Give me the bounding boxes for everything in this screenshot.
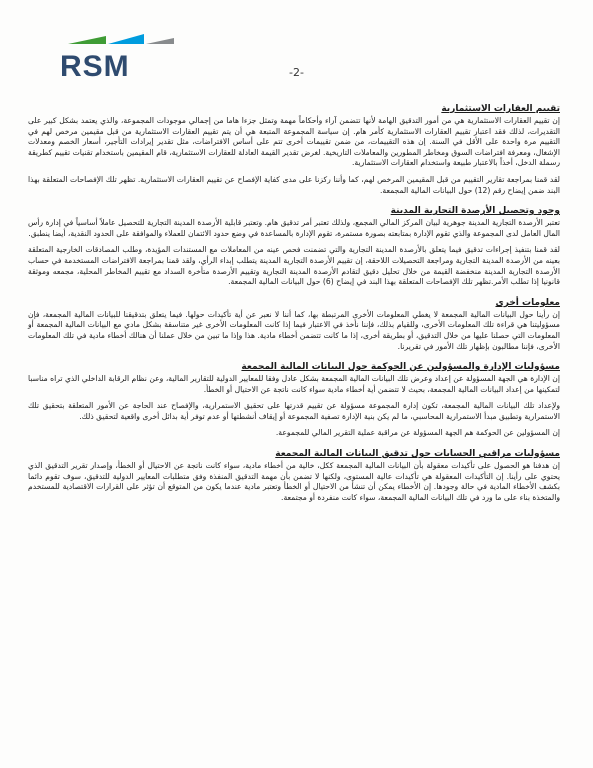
page-number: -2- — [289, 66, 304, 79]
section-heading: معلومات أخرى — [495, 297, 560, 308]
paragraph: إن رأينا حول البيانات المالية المجمعة لا يغطي المعلومات الأخرى المرتبطة بها، كما أننا لا نعبر عن أية تأكيدات حولها. فيما يتعلق بتدقيقنا للبيانات المالية المجمعة، فإن مسؤوليتنا هي قراءة تلك المعلومات الأخرى، وللقيام بذلك، فإننا نأخذ في الاعتبار فيما إذا كانت المعلومات الأخرى غير متناسقة بشكل مادي مع البيانات المالية المجمعة أو المعلومات التي حصلنا عليها من خلال التدقيق، أو بطريقة أخرى، إذا ما كانت تتضمن أخطاء مادية. هذا وإذا ما تبين من خلال عملنا أن هنالك أخطاء مادية في تلك المعلومات الأخرى، فإننا مطالبون بإظهار تلك الأمور في تقريرنا. — [28, 309, 560, 351]
logo-text: RSM — [60, 50, 130, 83]
paragraph: إن المسؤولين عن الحوكمة هم الجهة المسؤولة عن مراقبة عملية التقرير المالي للمجموعة. — [275, 428, 560, 438]
section-auditor-responsibilities — [28, 449, 560, 503]
section-investment-property — [28, 104, 560, 196]
section-trade-receivables — [28, 206, 560, 288]
section-management-responsibilities — [28, 362, 560, 439]
paragraph: ولإعداد تلك البيانات المالية المجمعة، تكون إدارة المجموعة مسؤولة عن تقييم قدرتها على تحقيق الاستمرارية، والإفصاح عند الحاجة عن الأمور المتعلقة بتحقيق تلك الاستمرارية وتطبيق مبدأ الاستمرارية المحاسبي، ما لم يكن بنية الإدارة تصفية المجموعة أو إيقاف أنشطتها أو عدم توفر أية بدائل أخرى واقعية لتحقيق ذلك. — [28, 401, 560, 421]
section-heading: مسؤوليات مراقبي الحسابات حول تدقيق البيانات المالية المجمعة — [275, 449, 560, 460]
paragraph: لقد قمنا بتنفيذ إجراءات تدقيق فيما يتعلق بالأرصدة المدينة التجارية والتي تضمنت فحص عينه من المعاملات مع المستندات المؤيدة، وطلب المصادقات الخارجية المتعلقة بعينه من الأرصدة المدينة التجارية ومراجعة التحصيلات اللاحقة، إن تقييم الأرصدة التجارية المدينة يتطلب إبداء الرأي، ولقد قمنا بمراجعة الافتراضات المستخدمة في حساب الأرصدة التجارية المدينة منخفضة القيمة من خلال تحليل دقيق لتقادم الأرصدة المدينة التجارية وتقييم الأرصدة متأخرة السداد مع تقييم المخاطر المحلية، مجمعه وموثقة قانونيا إذا تطلب الأمر.تظهر تلك الإفصاحات المتعلقة بهذا البند في إيضاح (6) حول البيانات المالية المجمعة. — [28, 245, 560, 287]
section-heading: تقييم العقارات الاستثمارية — [441, 104, 560, 114]
paragraph: إن هدفنا هو الحصول على تأكيدات معقولة بأن البيانات المالية المجمعة ككل، خالية من أخطاء مادية، سواء كانت ناتجة عن الاحتيال أو الخطأ، وإصدار تقرير التدقيق الذي يحتوي على رأينا. إن التأكيدات المعقولة هي تأكيدات عالية المستوى، ولكنها لا تضمن بأن مهمة التدقيق المنفذة وفق متطلبات المعايير الدولية للتدقيق، سوف تقوم دائما بكشف الأخطاء المادية في حالة وجودها. إن الأخطاء يمكن أن تنشأ من الاحتيال أو الخطأ وتعتبر مادية عندما يكون من المتوقع أن تؤثر على القرارات الاقتصادية للمستخدم والمتخذة بناء على ما ورد في تلك البيانات المالية المجمعة، سواء كانت منفردة أو مجتمعة. — [28, 461, 560, 502]
paragraph: لقد قمنا بمراجعة تقارير التقييم من قبل المقيمين المرخص لهم، كما وأننا ركزنا على مدى كفاية الإفصاح عن تقييم العقارات الاستثمارية. تظهر تلك الإفصاحات المتعلقة بهذا البند ضمن إيضاح رقم (12) حول البيانات المالية المجمعة. — [28, 174, 560, 195]
logo-bars-icon — [66, 32, 176, 46]
section-other-information — [28, 298, 560, 352]
section-heading: وجود وتحصيل الأرصدة التجارية المدينة — [390, 206, 560, 217]
paragraph: تعتبر الأرصدة التجارية المدينة جوهرية لبيان المركز المالي المجمع، ولذلك تعتبر أمر تدقيق هام. وتعتبر قابلية الأرصدة المدينة التجارية للتحصيل عاملاً أساسياً في إدارة رأس المال العامل لدى المجموعة والذي تقوم الإدارة بمتابعته بصورة مستمرة، تقوم الإدارة بالمساعدة في وضع حدود الائتمان للعملاء والموافقة على الحدود النقدية، أيضا ينطبق. — [28, 218, 560, 238]
paragraph: إن تقييم العقارات الاستثمارية هي من أمور التدقيق الهامة لأنها تتضمن آراء وأحكاماً مهمة وتمثل جزءا هاما من إجمالي موجودات المجموعة، والذي يعتمد بشكل كبير على التقديرات، لذلك فقد اعتبار تقييم العقارات الاستثمارية كأمر هام. إن سياسة المجموعة المتبعة هي أن يتم تقييم العقارات الاستثمارية من قبل مقيمين مرخص لهم في التقييم مرة واحدة على الأقل في السنة. إن هذه التقييمات، من ضمن تقييمات أخرى تتم على أساس الافتراضات، مثل تقدير إيرادات التأجير، أسعار الخصم ومعدلات الإشغال، ومعرفة افتراضات السوق ومخاطر المطورين والمعاملات التاريخية. لغرض تقدير القيمة العادلة للعقارات الاستثمارية، قام المقيمين باستخدام تقنيات تقييم كطريقة رسملة الدخل، أخذاً بالاعتبار طبيعة واستخدام العقارات الاستثمارية. — [28, 116, 560, 168]
section-heading: مسؤوليات الإدارة والمسؤولين عن الحوكمة حول البيانات المالية المجمعة — [241, 362, 560, 373]
report-body — [28, 104, 560, 513]
paragraph: إن الإدارة هي الجهة المسؤولة عن إعداد وعرض تلك البيانات المالية المجمعة بشكل عادل وفقا للمعايير الدولية للتقارير المالية، وعن نظام الرقابة الداخلي الذي تراه مناسبا لتمكينها من إعداد البيانات المالية المجمعة، بحيث لا تتضمن أية أخطاء مادية سواء كانت ناتجة عن الاحتيال أو الخطأ. — [28, 374, 560, 394]
